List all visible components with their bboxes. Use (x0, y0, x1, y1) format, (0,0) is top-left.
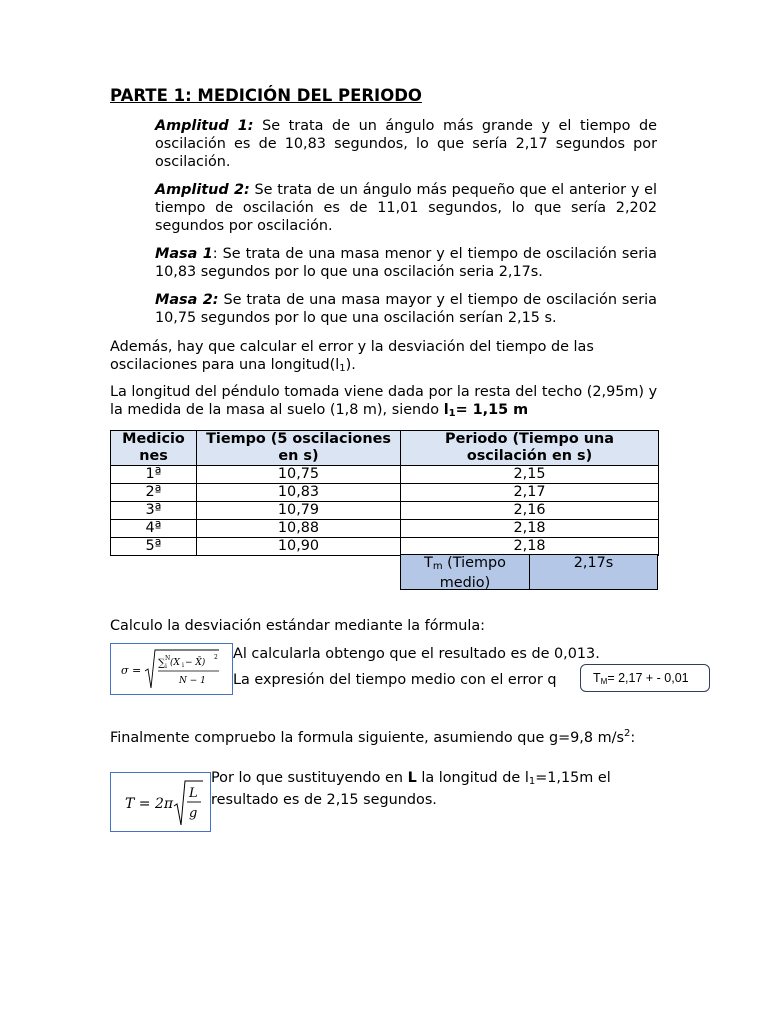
svg-text:− X̄): − X̄) (185, 658, 206, 668)
section-title: PARTE 1: MEDICIÓN DEL PERIODO (110, 86, 422, 105)
header-periodo: Periodo (Tiempo una oscilación en s) (401, 431, 659, 466)
svg-text:N: N (165, 655, 171, 662)
masa-2-text: Se trata de una masa mayor y el tiempo de oscilación seria 10,75 segundos por lo que una oscilación serían 2,15 s. (155, 292, 657, 326)
table-row: 1ª 10,75 2,15 (111, 466, 659, 484)
amplitud-1-label: Amplitud 1: (155, 118, 254, 134)
masa-2-label: Masa 2: (155, 292, 219, 308)
masa-1-paragraph (155, 245, 657, 281)
finalmente-paragraph: Finalmente compruebo la formula siguiente, asumiendo que g=9,8 $m/s^2$: (110, 728, 636, 746)
measurements-table (110, 430, 659, 556)
svg-text:σ =: σ = (121, 664, 142, 677)
svg-text:(X: (X (170, 658, 180, 668)
svg-text:g: g (189, 806, 198, 821)
svg-text:i: i (182, 662, 184, 669)
table-header-row (111, 431, 659, 466)
header-tiempo: Tiempo (5 oscilaciones en s) (197, 431, 401, 466)
ademas-paragraph: Además, hay que calcular el error y la desviación del tiempo de las oscilaciones para una $longitud(l_1)$. (110, 339, 594, 374)
sustituyendo-paragraph: Por lo que sustituyendo en L la longitud de $l_1=1,15m$ el resultado es de 2,15 segundos. (211, 770, 611, 808)
svg-text:T = 2π: T = 2π (125, 796, 174, 812)
tiempo-medio-value: 2,17s (530, 555, 657, 589)
masa-1-text: : Se trata de una masa menor y el tiempo de oscilación seria 10,83 segundos por lo que una oscilación seria 2,17s. (155, 246, 657, 280)
expresion-tiempo-medio: La expresión del tiempo medio con el error q (233, 672, 557, 688)
resultado-desviacion: Al calcularla obtengo que el resultado es de 0,013. (233, 646, 600, 662)
svg-text:2: 2 (214, 654, 218, 661)
tiempo-medio-label: $T_m$ (Tiempo medio) (401, 555, 530, 589)
table-row: 3ª 10,79 2,16 (111, 502, 659, 520)
header-mediciones: Medicio nes (111, 431, 197, 466)
period-formula-image (111, 773, 210, 831)
amplitud-1-paragraph (155, 117, 657, 171)
period-formula-box (110, 772, 211, 832)
svg-text:∑: ∑ (158, 658, 166, 669)
svg-text:i: i (165, 663, 167, 670)
masa-1-label: Masa 1 (155, 246, 213, 262)
table-row: 4ª 10,88 2,18 (111, 520, 659, 538)
desviacion-intro: Calculo la desviación estándar mediante la fórmula: (110, 618, 486, 634)
table-row: 5ª 10,90 2,18 (111, 538, 659, 556)
svg-text:L: L (189, 786, 198, 801)
masa-2-paragraph (155, 291, 657, 327)
amplitud-2-label: Amplitud 2: (155, 182, 250, 198)
table-row: 2ª 10,83 2,17 (111, 484, 659, 502)
longitud-value: $l_1= 1,15$ m (443, 402, 529, 419)
longitud-paragraph: La longitud del péndulo tomada viene dada por la resta del techo (2,95m) y la medida de la masa al suelo (1,8 m), siendo $l_1= 1,15$ m (110, 384, 658, 419)
amplitud-2-paragraph (155, 181, 657, 235)
sigma-formula-box (110, 643, 233, 695)
amplitud-2-text: Se trata de un ángulo más pequeño que el anterior y el tiempo de oscilación es de 11,01 segundos, lo que sería 2,202 segundos por oscilación. (155, 182, 657, 234)
tiempo-medio-box (400, 554, 658, 590)
amplitud-1-text: Se trata de un ángulo más grande y el tiempo de oscilación es de 10,83 segundos, lo que sería 2,17 segundos por oscilación. (155, 118, 657, 170)
sigma-formula-image (111, 644, 232, 694)
error-callout: $T_M= 2,17$ + - 0,01 (580, 664, 710, 692)
svg-text:N − 1: N − 1 (179, 676, 206, 686)
